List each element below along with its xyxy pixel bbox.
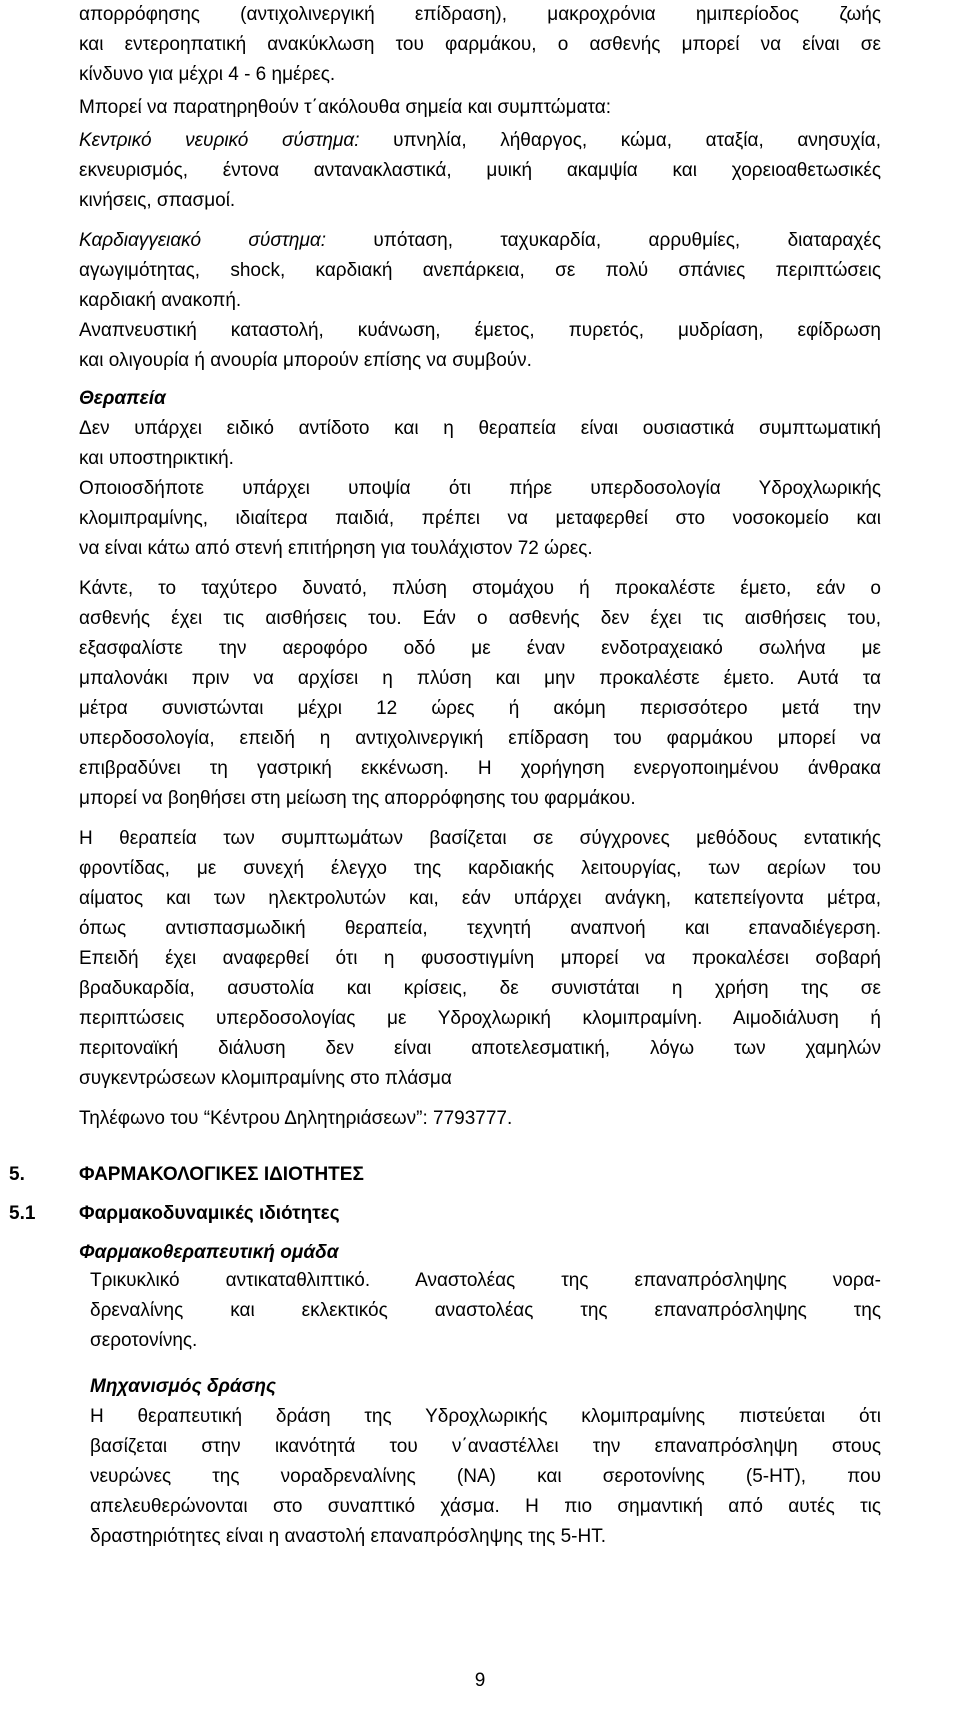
body-line: κλομιπραμίνης, ιδιαίτερα παιδιά, πρέπει να μεταφερθεί στο νοσοκομείο και	[79, 508, 881, 529]
therapy-heading: Θεραπεία	[79, 388, 166, 409]
body-line: περιτοναϊκή διάλυση δεν είναι αποτελεσματική, λόγω των χαμηλών	[79, 1038, 881, 1059]
body-line: απορρόφησης (αντιχολινεργική επίδραση), μακροχρόνια ημιπερίοδος ζωής	[79, 4, 881, 25]
pharm-group-heading: Φαρμακοθεραπευτική ομάδα	[79, 1242, 339, 1263]
body-line: Μπορεί να παρατηρηθούν τ΄ακόλουθα σημεία και συμπτώματα:	[79, 97, 612, 118]
body-line: εξασφαλίστε την αεροφόρο οδό με έναν ενδοτραχειακό σωλήνα με	[79, 638, 881, 659]
body-line: δρεναλίνης και εκλεκτικός αναστολέας της επαναπρόσληψης της	[90, 1300, 881, 1321]
section-5-1-number: 5.1	[9, 1203, 36, 1224]
body-line: Δεν υπάρχει ειδικό αντίδοτο και η θεραπεία είναι ουσιαστικά συμπτωματική	[79, 418, 881, 439]
section-5-title: ΦΑΡΜΑΚΟΛΟΓΙΚΕΣ ΙΔΙΟΤΗΤΕΣ	[79, 1164, 364, 1185]
cns-text: υπνηλία, λήθαργος, κώμα, αταξία, ανησυχία,	[359, 130, 881, 151]
poison-center-phone: Τηλέφωνο του “Κέντρου Δηλητηριάσεων”: 7793777.	[79, 1108, 513, 1129]
body-line: όπως αντισπασμωδική θεραπεία, τεχνητή αναπνοή και επαναδιέγερση.	[79, 918, 881, 939]
body-line: ασθενής έχει τις αισθήσεις του. Εάν ο ασθενής δεν έχει τις αισθήσεις του,	[79, 608, 881, 629]
body-line: Οποιοσδήποτε υπάρχει υποψία ότι πήρε υπερδοσολογία Υδροχλωρικής	[79, 478, 881, 499]
cardio-text: υπόταση, ταχυκαρδία, αρρυθμίες, διαταραχές	[325, 230, 881, 251]
cardio-label: Καρδιαγγειακό σύστημα:	[79, 230, 326, 251]
body-line: και εντεροηπατική ανακύκλωση του φαρμάκου, ο ασθενής μπορεί να είναι σε	[79, 34, 881, 55]
body-line: Αναπνευστική καταστολή, κυάνωση, έμετος, πυρετός, μυδρίαση, εφίδρωση	[79, 320, 881, 341]
body-line: να είναι κάτω από στενή επιτήρηση για τουλάχιστον 72 ώρες.	[79, 538, 593, 559]
body-line	[79, 128, 881, 154]
body-line: και υποστηρικτική.	[79, 448, 234, 469]
body-line: μέτρα συνιστώνται μέχρι 12 ώρες ή ακόμη περισσότερο μετά την	[79, 698, 881, 719]
body-line: αίματος και των ηλεκτρολυτών και, εάν υπάρχει ανάγκη, κατεπείγοντα μέτρα,	[79, 888, 881, 909]
body-line: απελευθερώνονται στο συναπτικό χάσμα. Η πιο σημαντική από αυτές τις	[90, 1496, 881, 1517]
body-line	[79, 228, 881, 254]
body-line: Επειδή έχει αναφερθεί ότι η φυσοστιγμίνη μπορεί να προκαλέσει σοβαρή	[79, 948, 881, 969]
body-line: σεροτονίνης.	[90, 1330, 198, 1351]
body-line: και ολιγουρία ή ανουρία μπορούν επίσης να συμβούν.	[79, 350, 532, 371]
body-line: μπορεί να βοηθήσει στη μείωση της απορρόφησης του φαρμάκου.	[79, 788, 636, 809]
page-number: 9	[474, 1670, 486, 1691]
body-line: καρδιακή ανακοπή.	[79, 290, 242, 311]
section-5-number: 5.	[9, 1164, 25, 1185]
section-5-1-title: Φαρμακοδυναμικές ιδιότητες	[79, 1203, 340, 1224]
body-line: συγκεντρώσεων κλομιπραμίνης στο πλάσμα	[79, 1068, 452, 1089]
body-line: περιπτώσεις υπερδοσολογίας με Υδροχλωρική κλομιπραμίνη. Αιμοδιάλυση ή	[79, 1008, 881, 1029]
body-line: επιβραδύνει τη γαστρική εκκένωση. Η χορήγηση ενεργοποιημένου άνθρακα	[79, 758, 881, 779]
body-line: βασίζεται στην ικανότητά του ν΄αναστέλλει την επαναπρόσληψη στους	[90, 1436, 881, 1457]
body-line: εκνευρισμός, έντονα αντανακλαστικά, μυική ακαμψία και χορειοαθετωσικές	[79, 160, 881, 181]
body-line: Η θεραπευτική δράση της Υδροχλωρικής κλομιπραμίνης πιστεύεται ότι	[90, 1406, 881, 1427]
body-line: Κάντε, το ταχύτερο δυνατό, πλύση στομάχου ή προκαλέστε έμετο, εάν ο	[79, 578, 881, 599]
body-line: φροντίδας, με συνεχή έλεγχο της καρδιακής λειτουργίας, των αερίων του	[79, 858, 881, 879]
body-line: αγωγιμότητας, shock, καρδιακή ανεπάρκεια, σε πολύ σπάνιες περιπτώσεις	[79, 260, 881, 281]
mechanism-heading: Μηχανισμός δράσης	[90, 1376, 277, 1397]
body-line: υπερδοσολογία, επειδή η αντιχολινεργική επίδραση του φαρμάκου μπορεί να	[79, 728, 881, 749]
cns-label: Κεντρικό νευρικό σύστημα:	[79, 130, 360, 151]
body-line: βραδυκαρδία, ασυστολία και κρίσεις, δε συνιστάται η χρήση της σε	[79, 978, 881, 999]
body-line: Τρικυκλικό αντικαταθλιπτικό. Αναστολέας της επαναπρόσληψης νορα-	[90, 1270, 881, 1291]
body-line: κίνδυνο για μέχρι 4 - 6 ημέρες.	[79, 64, 336, 85]
body-line: μπαλονάκι πριν να αρχίσει η πλύση και μην προκαλέστε έμετο. Αυτά τα	[79, 668, 881, 689]
body-line: δραστηριότητες είναι η αναστολή επαναπρόσληψης της 5-ΗΤ.	[90, 1526, 607, 1547]
body-line: κινήσεις, σπασμοί.	[79, 190, 236, 211]
body-line: νευρώνες της νοραδρεναλίνης (ΝΑ) και σεροτονίνης (5-ΗΤ), που	[90, 1466, 881, 1487]
body-line: Η θεραπεία των συμπτωμάτων βασίζεται σε σύγχρονες μεθόδους εντατικής	[79, 828, 881, 849]
